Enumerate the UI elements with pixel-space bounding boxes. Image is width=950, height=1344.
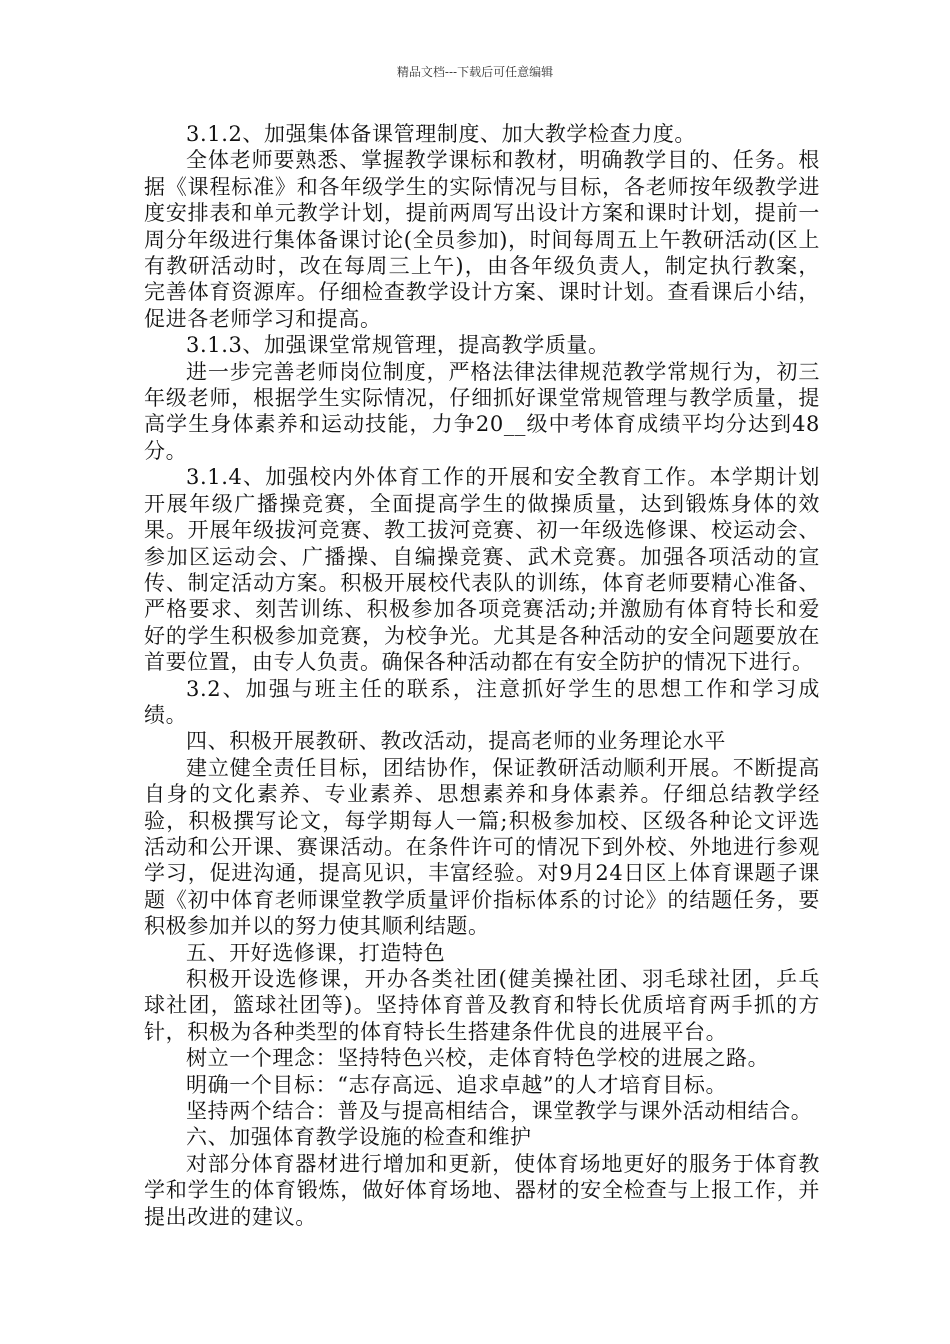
section-heading-3-1-2: 3.1.2、加强集体备课管理制度、加大教学检查力度。	[186, 122, 697, 146]
section-heading-3-1-4: 3.1.4、加强校内外体育工作的开展和安全教育工作。本学期计划开展年级广播操竞赛，全面提高学生的做操质量，达到锻炼身体的效果。开展年级拔河竞赛、教工拔河竞赛、初一年级选修课、校运动会、参加区运动会、广播操、自编操竞赛、武术竞赛。加强各项活动的宣传、制定活动方案。积极开展校代表队的训练，体育老师要精心准备、严格要求、刻苦训练、积极参加各项竞赛活动;并激励有体育特长和爱好的学生积极参加竞赛，为校争光。尤其是各种活动的安全问题要放在首要位置，由专人负责。确保各种活动都在有安全防护的情况下进行。	[144, 465, 820, 675]
section-heading-3-1-3: 3.1.3、加强课堂常规管理，提高教学质量。	[186, 333, 610, 358]
page-header: 精品文档---下载后可任意编辑	[396, 65, 554, 79]
body-paragraph: 进一步完善老师岗位制度，严格法律法律规范教学常规行为，初三年级老师，根据学生实际情况，仔细抓好课堂常规管理与教学质量，提高学生身体素养和运动技能，力争20__级中考体育成绩平均分达到48分。	[144, 359, 820, 463]
body-paragraph: 树立一个理念：坚持特色兴校，走体育特色学校的进展之路。	[186, 1046, 770, 1071]
body-paragraph: 建立健全责任目标，团结协作，保证教研活动顺利开展。不断提高自身的文化素养、专业素养、思想素养和身体素养。仔细总结教学经验，积极撰写论文，每学期每人一篇;积极参加校、区级各种论文评选活动和公开课、赛课活动。在条件许可的情况下到外校、外地进行参观学习，促进沟通，提高见识，丰富经验。对9月24日区上体育课题子课题《初中体育老师课堂教学质量评价指标体系的讨论》的结题任务，要积极参加并以的努力使其顺利结题。	[144, 755, 820, 939]
section-heading-4: 四、积极开展教研、教改活动，提高老师的业务理论水平	[186, 729, 726, 754]
section-heading-6: 六、加强体育教学设施的检查和维护	[186, 1125, 532, 1150]
body-paragraph: 对部分体育器材进行增加和更新，使体育场地更好的服务于体育教学和学生的体育锻炼，做好体育场地、器材的安全检查与上报工作，并提出改进的建议。	[144, 1151, 820, 1229]
section-heading-5: 五、开好选修课，打造特色	[186, 940, 446, 965]
body-paragraph: 明确一个目标：“志存高远、追求卓越”的人才培育目标。	[186, 1072, 728, 1097]
body-paragraph: 积极开设选修课，开办各类社团(健美操社团、羽毛球社团，乒乓球社团，篮球社团等)。坚持体育普及教育和特长优质培育两手抓的方针，积极为各种类型的体育特长生搭建条件优良的进展平台。	[144, 967, 820, 1044]
body-paragraph: 坚持两个结合：普及与提高相结合，课堂教学与课外活动相结合。	[186, 1099, 813, 1124]
body-paragraph: 全体老师要熟悉、掌握教学课标和教材，明确教学目的、任务。根据《课程标准》和各年级学生的实际情况与目标，各老师按年级教学进度安排表和单元教学计划，提前两周写出设计方案和课时计划，提前一周分年级进行集体备课讨论(全员参加)，时间每周五上午教研活动(区上有教研活动时，改在每周三上午)，由各年级负责人，制定执行教案，完善体育资源库。仔细检查教学设计方案、课时计划。查看课后小结，促进各老师学习和提高。	[144, 148, 820, 331]
document-body	[144, 121, 820, 1230]
section-heading-3-2: 3.2、加强与班主任的联系，注意抓好学生的思想工作和学习成绩。	[144, 676, 820, 727]
